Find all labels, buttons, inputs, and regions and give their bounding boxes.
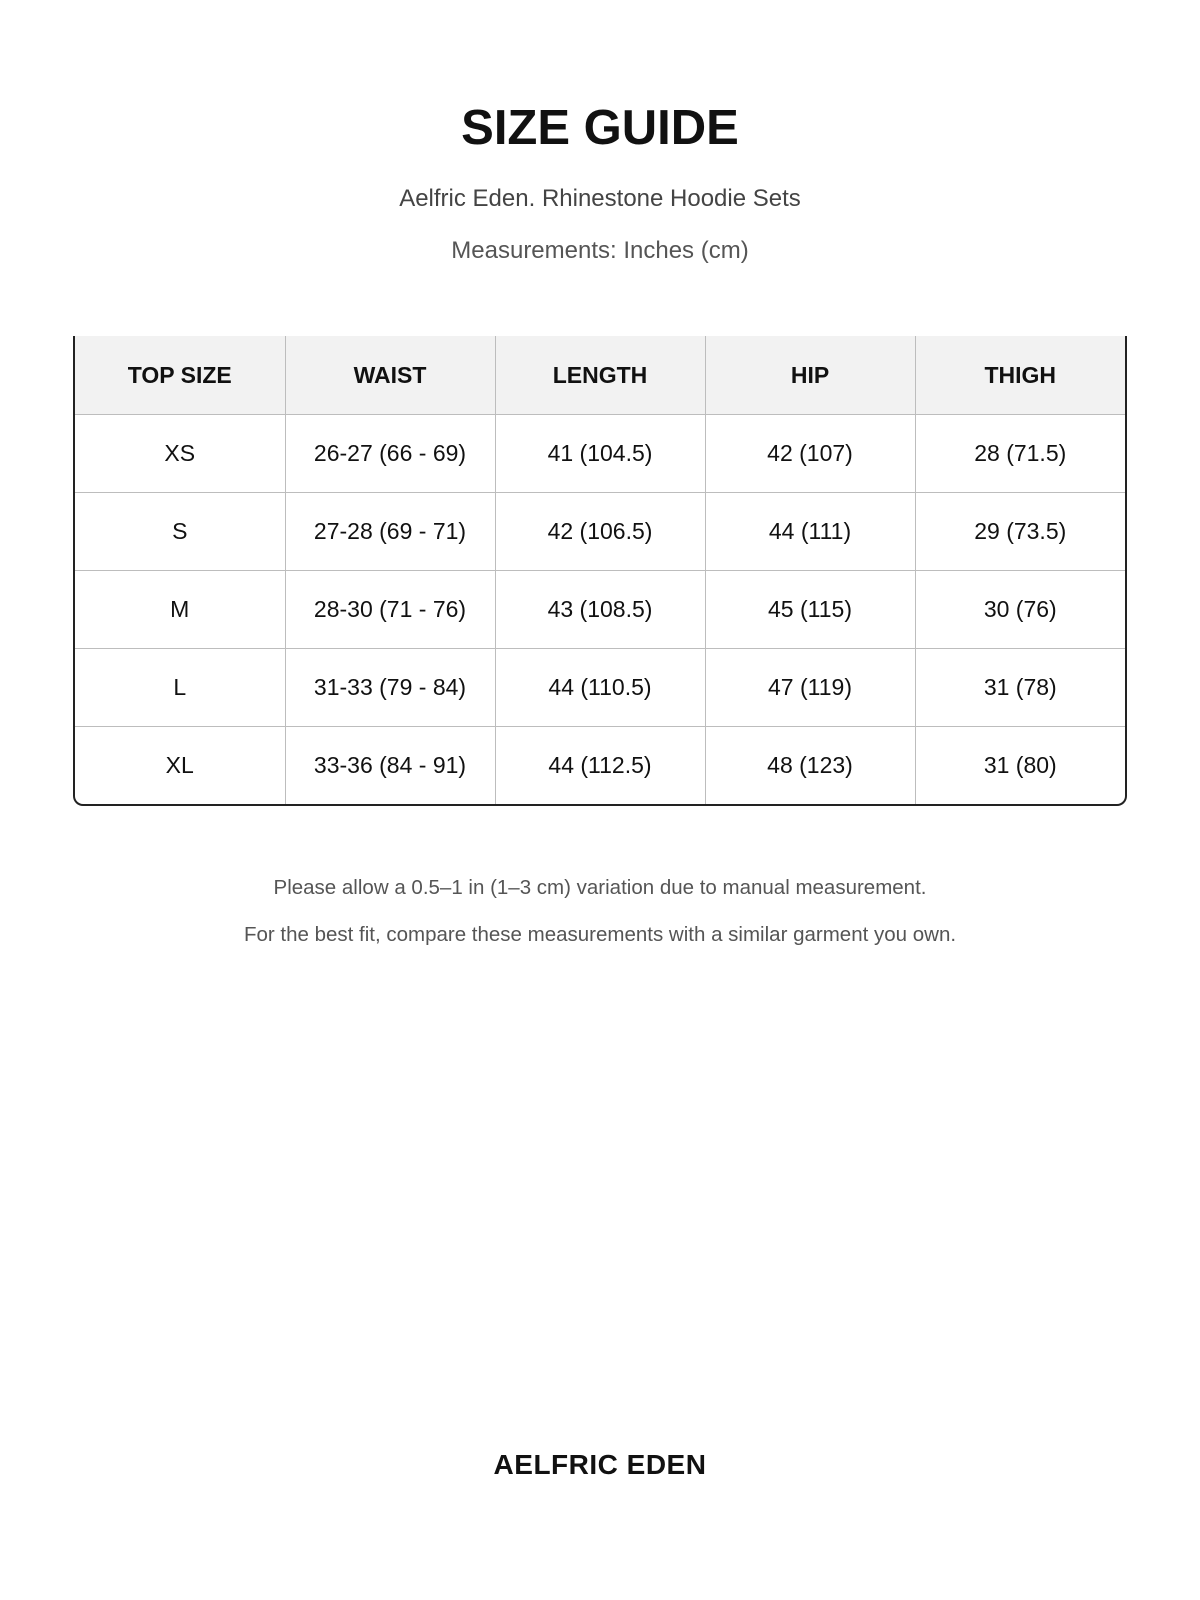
size-table-container [73,336,1127,806]
table-cell: 44 (110.5) [495,649,705,727]
table-cell: 44 (111) [705,493,915,571]
table-row [75,415,1125,493]
column-header-thigh: THIGH [915,336,1125,415]
table-cell: 31-33 (79 - 84) [285,649,495,727]
table-cell: 47 (119) [705,649,915,727]
table-cell: 29 (73.5) [915,493,1125,571]
table-header-row [75,336,1125,415]
table-cell: 48 (123) [705,727,915,805]
column-header-top-size: TOP SIZE [75,336,285,415]
column-header-length: LENGTH [495,336,705,415]
fit-note: For the best fit, compare these measurements with a similar garment you own. [243,923,957,946]
table-cell: 42 (106.5) [495,493,705,571]
table-cell: 28 (71.5) [915,415,1125,493]
table-cell: 26-27 (66 - 69) [285,415,495,493]
table-cell: 41 (104.5) [495,415,705,493]
size-table [75,336,1125,804]
column-header-waist: WAIST [285,336,495,415]
table-cell: 31 (80) [983,752,1057,778]
table-cell: 30 (76) [915,571,1125,649]
table-cell: XL [75,727,285,805]
table-row [75,649,1125,727]
table-cell: 33-36 (84 - 91) [285,727,495,805]
table-cell: 45 (115) [705,571,915,649]
table-cell: XS [75,415,285,493]
table-cell: S [75,493,285,571]
table-cell: 44 (112.5) [495,727,705,805]
table-cell: 43 (108.5) [495,571,705,649]
table-cell: 42 (107) [705,415,915,493]
table-row [75,571,1125,649]
table-cell: L [75,649,285,727]
table-row [75,727,1125,805]
table-cell: M [75,571,285,649]
product-subtitle: Aelfric Eden. Rhinestone Hoodie Sets [399,185,801,212]
column-header-hip: HIP [705,336,915,415]
page-title: SIZE GUIDE [461,101,739,155]
measurement-units: Measurements: Inches (cm) [451,237,749,264]
table-cell: 31 (78) [915,649,1125,727]
brand-footer: AELFRIC EDEN [493,1449,707,1480]
table-cell: 27-28 (69 - 71) [285,493,495,571]
variation-note: Please allow a 0.5–1 in (1–3 cm) variation due to manual measurement. [273,876,927,899]
table-row [75,493,1125,571]
table-cell: 28-30 (71 - 76) [285,571,495,649]
